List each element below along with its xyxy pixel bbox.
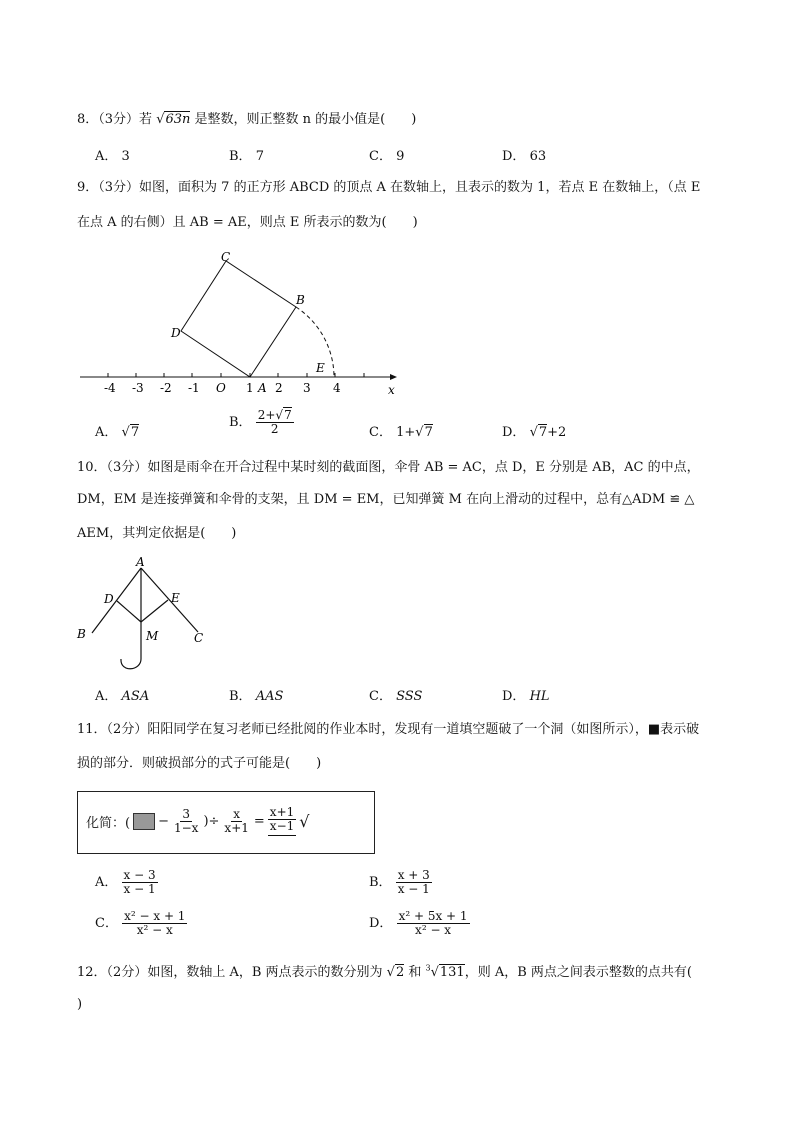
opt-radicand: 7 (424, 425, 433, 440)
q9-option-d (502, 421, 566, 440)
q10-option-c (369, 685, 422, 704)
q12-radicand-1: 2 (395, 965, 405, 980)
opt-text: 1+ (396, 425, 416, 440)
q12-text-a: 12．（2分）如图，数轴上 A，B 两点表示的数分别为 (77, 965, 387, 980)
sqrt-sign: √ (156, 112, 165, 127)
cube-root-index: 3 (425, 963, 431, 973)
q12-line2: ) (77, 997, 83, 1012)
q12-text-mid: 和 (404, 965, 426, 980)
q11-expression (86, 806, 309, 836)
opt-label: A． (95, 425, 118, 440)
point-label-m: M (146, 629, 159, 643)
q8-option-b (229, 145, 264, 164)
q8-option-a (95, 145, 130, 164)
frac-den: 1−x (173, 820, 199, 835)
point-label-a: A (258, 381, 267, 395)
origin-label: O (216, 381, 226, 395)
q10-umbrella-figure (70, 556, 210, 676)
q10-line1: 10．（3分）如图是雨伞在开合过程中某时刻的截面图，伞骨 AB = AC，点 D，E 分别是 AB，AC 的中点， (77, 460, 700, 475)
frac-den: x − 1 (397, 882, 430, 897)
q8-stem-a: 8．（3分）若 (77, 112, 157, 127)
frac-num: 3 (182, 806, 191, 821)
frac-num-a: 2+ (257, 408, 276, 422)
opt-label: B． (369, 875, 392, 891)
opt-text: 63 (529, 149, 547, 164)
sqrt-sign: √ (275, 408, 284, 422)
frac-num: x + 3 (397, 868, 430, 882)
umbrella-handle (121, 659, 141, 669)
tick-label: -1 (188, 381, 200, 395)
q11-option-c (95, 910, 187, 937)
frac-num: x (233, 806, 241, 821)
answer-fraction (268, 806, 296, 836)
frac-den: x² − x (136, 923, 173, 938)
opt-radicand: 7 (538, 425, 548, 440)
frac-den: 2 (270, 422, 279, 437)
rib-ac (141, 568, 198, 632)
opt-radicand: 7 (130, 425, 140, 440)
opt-text: 3 (121, 149, 130, 164)
opt-text: HL (529, 689, 550, 704)
q11-option-b (369, 869, 432, 896)
q11-option-a (95, 869, 158, 896)
q9-figure (70, 248, 410, 400)
frac-den: x² − x (415, 923, 452, 938)
point-label-d: D (104, 592, 114, 606)
q9-option-c (369, 421, 433, 440)
tick-label: -3 (132, 381, 144, 395)
frac-den: x+1 (224, 820, 249, 835)
opt-label: D． (502, 149, 526, 164)
equals-sign: = (253, 813, 265, 829)
q10-line2: DM，EM 是连接弹簧和伞骨的支架，且 DM = EM，已知弹簧 M 在向上滑动的过程中，总有△ADM ≌ △ (77, 492, 695, 507)
fraction-3-over-1-x (172, 808, 200, 835)
opt-label: B． (229, 415, 252, 431)
arc-ab-ae (296, 307, 334, 377)
opt-text: +2 (547, 425, 567, 440)
opt-fraction (122, 910, 187, 937)
frac-den: x − 1 (123, 882, 156, 897)
q8-option-c (369, 145, 404, 164)
frac-num: x² + 5x + 1 (398, 909, 468, 923)
strut-em (141, 600, 168, 622)
frac-num: x² − x + 1 (124, 909, 186, 923)
tick-marks (108, 373, 364, 377)
q9-option-a (95, 421, 139, 440)
q10-option-d (502, 685, 550, 704)
opt-text: AAS (255, 689, 284, 704)
q10-option-b (229, 685, 283, 704)
square-abcd (181, 261, 296, 377)
frac-num-radicand: 7 (284, 408, 292, 422)
tick-label: -4 (104, 381, 116, 395)
q11-damaged-problem-box (77, 791, 375, 854)
q10-option-a (95, 685, 149, 704)
opt-label: C． (95, 916, 118, 932)
point-label-c: C (221, 250, 231, 264)
tick-label: 4 (333, 381, 341, 395)
q9-line2: 在点 A 的右侧）且 AB = AE，则点 E 所表示的数为( ) (77, 215, 418, 230)
q11-option-d (369, 910, 470, 937)
q12-text-b: ，则 A，B 两点之间表示整数的点共有( (464, 965, 692, 980)
tick-label: 2 (275, 381, 283, 395)
rib-ab (92, 568, 141, 633)
opt-label: C． (369, 425, 392, 440)
opt-label: D． (502, 425, 526, 440)
sqrt-sign: √ (529, 425, 538, 440)
opt-label: D． (502, 689, 526, 704)
q12-radicand-2: 131 (439, 965, 465, 980)
frac-num: x − 3 (123, 868, 156, 882)
paren-divide: )÷ (203, 813, 220, 829)
q8-stem (77, 108, 416, 127)
q11-line1: 11．（2分）阳阳同学在复习老师已经批阅的作业本时，发现有一道填空题破了一个洞（如图所示），■表示破 (77, 722, 700, 737)
opt-label: A． (95, 149, 118, 164)
box-prefix: 化简：( (86, 815, 131, 831)
axis-arrow (390, 374, 397, 380)
opt-label: D． (369, 916, 393, 932)
tick-label: 3 (303, 381, 311, 395)
q9-line1: 9．（3分）如图，面积为 7 的正方形 ABCD 的顶点 A 在数轴上，且表示的数为 1，若点 E 在数轴上，（点 E (77, 180, 701, 195)
point-label-e: E (171, 591, 180, 605)
damaged-hole (133, 813, 155, 830)
q12-line1 (77, 961, 692, 980)
opt-label: C． (369, 149, 392, 164)
tick-label: -2 (160, 381, 172, 395)
point-label-b: B (77, 627, 86, 641)
opt-fraction (396, 869, 432, 896)
point-label-d: D (171, 326, 181, 340)
q8-stem-b: 是整数，则正整数 n 的最小值是( ) (190, 112, 417, 127)
opt-text: 7 (255, 149, 264, 164)
frac-den: x−1 (269, 819, 295, 834)
point-label-b: B (296, 293, 305, 307)
opt-label: B． (229, 149, 252, 164)
opt-label: A． (95, 689, 118, 704)
opt-fraction (256, 409, 294, 436)
opt-label: A． (95, 875, 118, 891)
point-label-e: E (316, 361, 325, 375)
opt-text: ASA (121, 689, 150, 704)
opt-fraction (122, 869, 158, 896)
q11-line2: 损的部分．则破损部分的式子可能是( ) (77, 756, 322, 771)
q8-radicand: 63n (165, 112, 191, 127)
sqrt-sign: √ (430, 965, 439, 980)
q10-line3: AEM，其判定依据是( ) (77, 526, 237, 541)
sqrt-sign: √ (121, 425, 130, 440)
opt-fraction (397, 910, 470, 937)
sqrt-sign: √ (386, 965, 395, 980)
sqrt-sign: √ (415, 425, 424, 440)
minus-sign: − (158, 813, 169, 829)
axis-label: x (388, 383, 395, 397)
point-label-a: A (136, 556, 145, 569)
opt-label: C． (369, 689, 392, 704)
opt-text: 9 (396, 149, 405, 164)
opt-label: B． (229, 689, 252, 704)
opt-text: SSS (396, 689, 423, 704)
tick-label: 1 (246, 381, 254, 395)
point-label-c: C (194, 631, 204, 645)
q8-option-d (502, 145, 546, 164)
strut-dm (117, 601, 141, 622)
fraction-x-over-x-plus-1 (222, 808, 250, 835)
q9-option-b (229, 409, 294, 436)
frac-num: x+1 (269, 805, 295, 819)
check-mark-icon: √ (299, 811, 310, 831)
